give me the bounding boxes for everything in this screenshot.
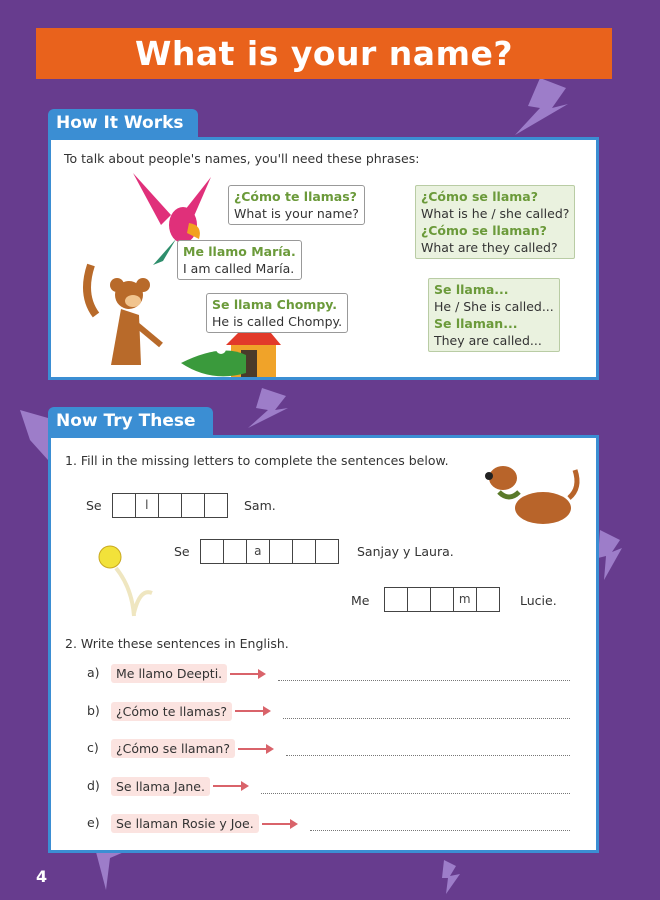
sentence-start: Se <box>174 544 190 559</box>
spanish-sentence <box>111 663 264 682</box>
how-it-works-heading: How It Works <box>48 109 198 137</box>
page-title: What is your name? <box>36 28 612 79</box>
answer-line[interactable] <box>283 705 570 719</box>
item-label: c) <box>87 740 99 755</box>
spanish-sentence <box>111 813 296 832</box>
question-2-prompt: 2. Write these sentences in English. <box>65 636 289 651</box>
letter-box[interactable] <box>112 493 137 518</box>
letter-box[interactable] <box>200 539 225 564</box>
item-label: a) <box>87 665 100 680</box>
now-try-these-heading: Now Try These <box>48 407 213 435</box>
sentence-pill: ¿Cómo se llaman? <box>111 739 235 758</box>
letter-box[interactable]: m <box>453 587 478 612</box>
arrow-right-icon <box>213 785 247 787</box>
now-try-these-panel <box>48 435 599 853</box>
question-1-prompt: 1. Fill in the missing letters to complete the sentences below. <box>65 453 449 468</box>
how-it-works-panel <box>48 137 599 380</box>
sentence-end: Lucie. <box>520 593 557 608</box>
dog-icon <box>481 458 586 538</box>
answer-line[interactable] <box>261 780 570 794</box>
letter-boxes[interactable] <box>385 587 500 612</box>
spanish-sentence <box>111 776 247 795</box>
letter-box[interactable] <box>476 587 501 612</box>
arrow-right-icon <box>238 748 272 750</box>
speech-bubble: Se llama Chompy. He is called Chompy. <box>206 293 348 333</box>
sentence-pill: Me llamo Deepti. <box>111 664 227 683</box>
answer-line[interactable] <box>278 667 570 681</box>
letter-box[interactable] <box>384 587 409 612</box>
monkey-icon <box>87 265 161 365</box>
letter-boxes[interactable] <box>201 539 339 564</box>
answer-line[interactable] <box>310 817 570 831</box>
sentence-start: Se <box>86 498 102 513</box>
sentence-start: Me <box>351 593 370 608</box>
sentence-pill: Se llama Jane. <box>111 777 210 796</box>
letter-box[interactable] <box>181 493 206 518</box>
letter-boxes[interactable] <box>113 493 228 518</box>
item-label: d) <box>87 777 100 793</box>
intro-text: To talk about people's names, you'll need these phrases: <box>64 151 420 166</box>
arrow-right-icon <box>262 823 296 825</box>
phrase-box: Se llama... He / She is called... Se llaman... They are called... <box>428 278 560 352</box>
answer-line[interactable] <box>286 742 570 756</box>
arrow-right-icon <box>230 673 264 675</box>
letter-box[interactable] <box>407 587 432 612</box>
letter-box[interactable] <box>269 539 294 564</box>
letter-box[interactable] <box>292 539 317 564</box>
letter-box[interactable] <box>158 493 183 518</box>
sentence-pill: ¿Cómo te llamas? <box>111 702 232 721</box>
phrase-box: ¿Cómo se llama? What is he / she called? ¿Cómo se llaman? What are they called? <box>415 185 575 259</box>
letter-box[interactable] <box>430 587 455 612</box>
speech-bubble: Me llamo María. I am called María. <box>177 240 302 280</box>
letter-box[interactable]: a <box>246 539 271 564</box>
speech-bubble: ¿Cómo te llamas? What is your name? <box>228 185 365 225</box>
sentence-end: Sam. <box>244 498 276 513</box>
letter-box[interactable]: l <box>135 493 160 518</box>
bouncing-ball-icon <box>96 543 166 618</box>
item-label: e) <box>87 815 100 830</box>
letter-box[interactable] <box>315 539 340 564</box>
page-number: 4 <box>36 867 48 886</box>
spanish-sentence <box>111 701 269 720</box>
arrow-right-icon <box>235 710 269 712</box>
sentence-pill: Se llaman Rosie y Joe. <box>111 814 259 833</box>
letter-box[interactable] <box>204 493 229 518</box>
sentence-end: Sanjay y Laura. <box>357 544 454 559</box>
letter-box[interactable] <box>223 539 248 564</box>
item-label: b) <box>87 702 100 718</box>
spanish-sentence <box>111 738 272 757</box>
